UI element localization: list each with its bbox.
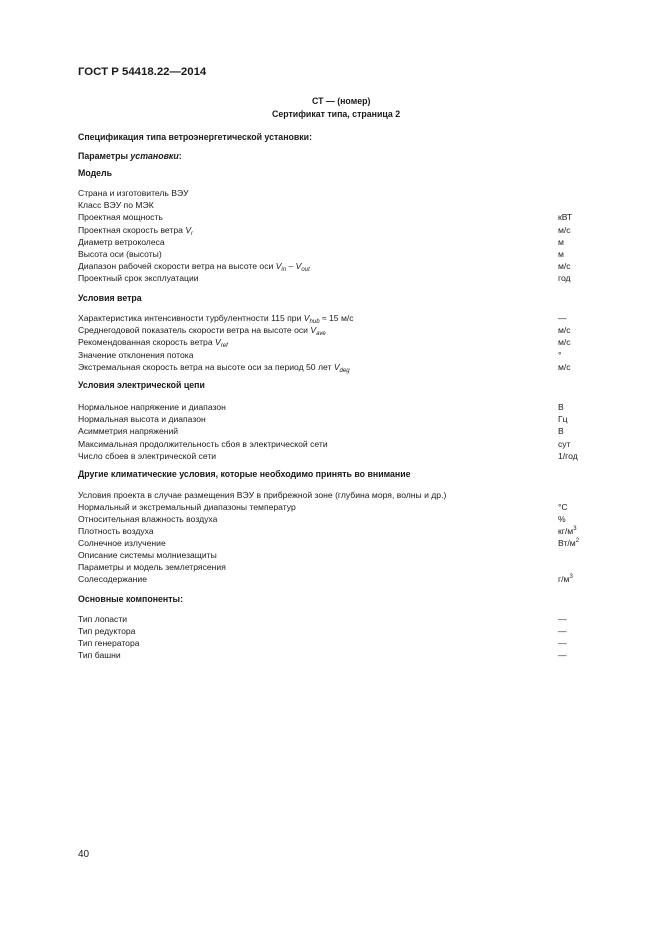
spec-row xyxy=(78,187,582,199)
spec-row xyxy=(78,361,582,373)
spec-row xyxy=(78,312,582,324)
unit-exponent: 3 xyxy=(569,574,573,581)
variable-subscript: r xyxy=(191,230,194,237)
variable-subscript: hub xyxy=(309,319,320,325)
spec-row xyxy=(78,272,582,284)
variable-symbol: V xyxy=(185,224,192,235)
spec-label: Диаметр ветроколеса xyxy=(78,236,165,247)
spec-row xyxy=(78,236,582,248)
spec-unit: м/с xyxy=(558,261,571,272)
spec-unit: $кг/м^3$ xyxy=(558,526,577,536)
spec-unit: — xyxy=(558,650,567,660)
model-heading: Модель xyxy=(78,168,113,178)
spec-label: Проектная скорость ветра $V_r$ xyxy=(78,224,194,237)
spec-label: Диапазон рабочей скорости ветра на высоте оси $V_{in} - V_{out}$ xyxy=(78,261,310,274)
spec-unit: $Вт/м^2$ xyxy=(558,538,580,548)
spec-label: Тип генератора xyxy=(78,638,140,648)
spec-row xyxy=(78,199,582,211)
spec-row xyxy=(78,561,582,573)
variable-subscript: in xyxy=(281,267,287,274)
spec-row xyxy=(78,549,582,561)
spec-unit: кВТ xyxy=(558,212,573,223)
page-number: 40 xyxy=(78,849,90,860)
spec-row xyxy=(78,489,582,501)
variable-subscript: out xyxy=(301,267,310,274)
spec-unit: — xyxy=(558,614,567,624)
wind-heading: Условия ветра xyxy=(78,293,142,303)
spec-label: Число сбоев в электрической сети xyxy=(78,450,217,461)
unit-exponent: 2 xyxy=(575,538,580,545)
spec-label: Тип лопасти xyxy=(78,614,128,624)
spec-row xyxy=(78,513,582,525)
variable-symbol: V xyxy=(303,313,310,323)
spec-unit: ° xyxy=(558,349,562,360)
spec-row xyxy=(78,525,582,537)
climate-heading: Другие климатические условия, которые необходимо принять во внимание xyxy=(78,469,411,479)
spec-unit: В xyxy=(558,426,564,437)
spec-label: Высота оси (высоты) xyxy=(78,249,162,259)
spec-label: Нормальное напряжение и диапазон xyxy=(78,402,226,412)
variable-subscript: ref xyxy=(220,343,228,350)
spec-label: Среднегодовой показатель скорости ветра на высоте оси $V_{ave}$ xyxy=(78,325,326,338)
spec-row xyxy=(78,324,582,336)
spec-unit: м/с xyxy=(558,224,571,235)
spec-label: Параметры и модель землетрясения xyxy=(78,562,226,572)
spec-row xyxy=(78,260,582,272)
components-heading: Основные компоненты: xyxy=(78,594,183,604)
spec-label: Экстремальная скорость ветра на высоте оси за период 50 лет $V_{deg}$ xyxy=(78,361,350,374)
spec-label: Тип редуктора xyxy=(78,626,136,636)
spec-row xyxy=(78,211,582,223)
spec-label: Тип башни xyxy=(78,650,121,660)
parameters-heading xyxy=(78,150,182,162)
variable-symbol: V xyxy=(310,325,317,336)
certificate-page-label: Сертификат типа, страница 2 xyxy=(272,109,401,119)
spec-unit: $г/м^3$ xyxy=(558,574,573,584)
spec-unit: м/с xyxy=(558,325,571,336)
spec-unit: м/с xyxy=(558,361,571,372)
spec-label: Солнечное излучение xyxy=(78,538,166,548)
spec-label: Максимальная продолжительность сбоя в электрической сети xyxy=(78,438,328,449)
spec-unit: В xyxy=(558,402,564,412)
spec-label: Условия проекта в случае размещения ВЭУ в прибрежной зоне (глубина моря, волны и др.) xyxy=(78,490,447,500)
spec-unit: % xyxy=(558,514,566,524)
spec-row xyxy=(78,224,582,236)
spec-label: Страна и изготовитель ВЭУ xyxy=(78,188,189,198)
spec-unit: м/с xyxy=(558,337,571,348)
spec-unit: год xyxy=(558,273,571,284)
spec-label: Плотность воздуха xyxy=(78,526,154,536)
spec-unit: м xyxy=(558,249,564,259)
spec-row xyxy=(78,425,582,437)
spec-row xyxy=(78,401,582,413)
parameters-heading-text: Параметры xyxy=(78,151,131,161)
spec-unit: Гц xyxy=(558,414,568,425)
spec-row xyxy=(78,349,582,361)
spec-label: Описание системы молниезащиты xyxy=(78,550,217,560)
spec-unit: — xyxy=(558,638,567,648)
spec-row xyxy=(78,613,582,625)
variable-symbol: V xyxy=(275,261,282,272)
variable-symbol: V xyxy=(295,261,302,272)
spec-unit: — xyxy=(558,313,567,323)
electric-heading: Условия электрической цепи xyxy=(78,380,205,390)
spec-label: Проектная мощность xyxy=(78,212,163,223)
spec-label: Асимметрия напряжений xyxy=(78,426,179,437)
spec-row xyxy=(78,413,582,425)
spec-row xyxy=(78,537,582,549)
variable-symbol: V xyxy=(333,361,340,372)
spec-label: Значение отклонения потока xyxy=(78,349,194,360)
spec-unit: м xyxy=(558,236,564,247)
spec-unit: — xyxy=(558,626,567,636)
variable-symbol: V xyxy=(215,337,221,348)
variable-subscript: ave xyxy=(316,331,326,338)
spec-unit: °С xyxy=(558,502,568,512)
spec-label: Характеристика интенсивности турбулентности 115 при $V_{hub} \approx 15$ м/с xyxy=(78,313,354,325)
spec-label: Солесодержание xyxy=(78,574,148,584)
variable-subscript: deg xyxy=(339,367,350,374)
certificate-number: СТ — (номер) xyxy=(312,96,371,106)
spec-row xyxy=(78,450,582,462)
spec-label: Нормальная высота и диапазон xyxy=(78,414,206,425)
parameters-heading-italic: установки xyxy=(130,151,179,161)
spec-label: Проектный срок эксплуатации xyxy=(78,273,199,284)
spec-label: Рекомендованная скорость ветра $V_{ref}$ xyxy=(78,337,228,350)
spec-label: Нормальный и экстремальный диапазоны температур xyxy=(78,502,296,512)
spec-label: Класс ВЭУ по МЭК xyxy=(78,200,154,211)
document-code: ГОСТ Р 54418.22—2014 xyxy=(78,66,207,78)
unit-exponent: 3 xyxy=(573,526,577,533)
spec-title: Спецификация типа ветроэнергетической установки: xyxy=(78,132,313,142)
spec-label: Относительная влажность воздуха xyxy=(78,514,218,524)
parameters-heading-colon: : xyxy=(178,151,182,161)
spec-row xyxy=(78,573,582,585)
spec-row xyxy=(78,649,582,661)
spec-row xyxy=(78,336,582,348)
spec-row xyxy=(78,625,582,637)
spec-row xyxy=(78,248,582,260)
spec-unit: сут xyxy=(558,438,571,449)
spec-row xyxy=(78,501,582,513)
spec-row xyxy=(78,438,582,450)
spec-unit: 1/год xyxy=(558,450,578,461)
spec-row xyxy=(78,637,582,649)
